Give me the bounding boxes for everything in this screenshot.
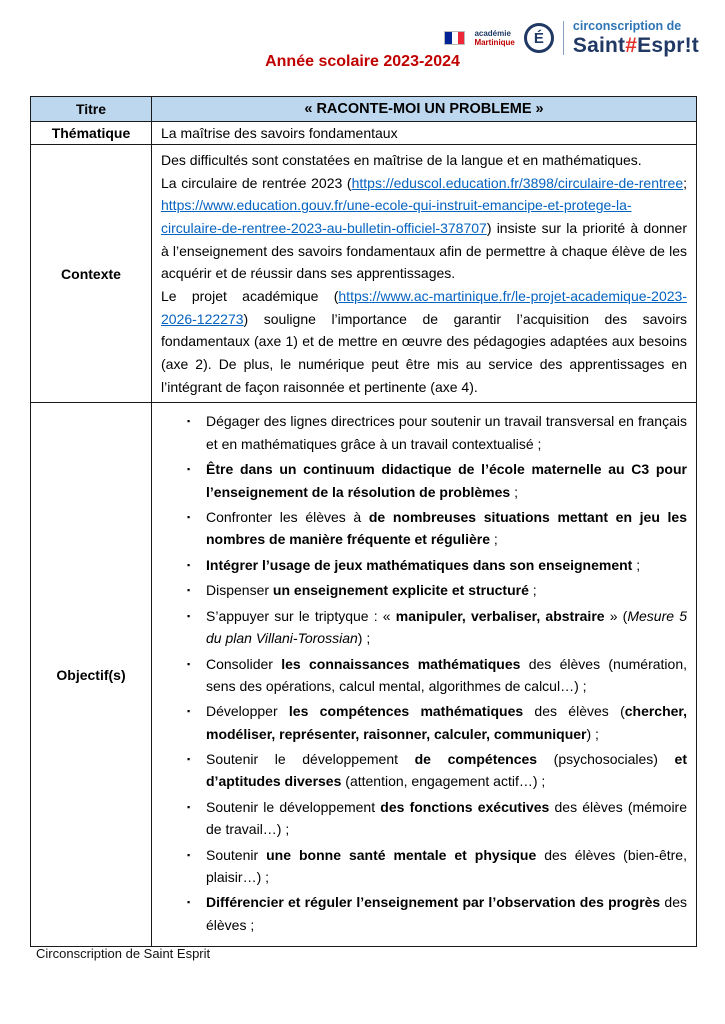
label-thematique: Thématique [31, 122, 152, 145]
table-row-objectifs [31, 403, 697, 947]
text-segment: ; [510, 483, 518, 500]
text-segment: Être dans un continuum didactique de l’école maternelle au C3 pour l’enseignement de la résolution de problèmes [206, 461, 687, 500]
objective-text [206, 554, 687, 577]
bullet-icon: ▪ [187, 610, 191, 621]
academie-emblem-icon: É [524, 23, 554, 53]
hyperlink[interactable]: https://www.education.gouv.fr/une-ecole-qui-instruit-emancipe-et-protege-la-circulaire-de-rentree-2023-au-bulletin-officiel-378707 [161, 197, 632, 237]
header-cell-titre: Titre [31, 97, 152, 122]
text-segment: » ( [604, 607, 628, 624]
header-logos [444, 20, 699, 57]
objective-text [206, 796, 687, 841]
bullet-icon: ▪ [187, 464, 191, 475]
label-objectifs: Objectif(s) [31, 403, 152, 947]
objective-text [206, 844, 687, 889]
objective-item [161, 700, 687, 745]
circo-name-part1: Saint [572, 33, 626, 57]
page-title: Année scolaire 2023-2024 [265, 53, 460, 70]
bullet-icon: ▪ [187, 585, 191, 596]
text-segment: Des difficultés sont constatées en maîtrise de la langue et en mathématiques. [161, 152, 642, 168]
text-segment: les connaissances mathématiques [281, 655, 521, 672]
text-segment: Consolider [206, 655, 282, 672]
text-segment: ) insiste sur la priorité à donner à l’enseignement des savoirs fondamentaux afin de permettre à chaque élève de les acquérir et de réussir dans ses apprentissages. [161, 220, 687, 282]
bullet-icon: ▪ [187, 801, 191, 812]
circonscription-logo [573, 20, 699, 57]
text-segment: de compétences [414, 751, 538, 768]
objective-text [206, 605, 687, 650]
objective-item [161, 748, 687, 793]
thematique-text: La maîtrise des savoirs fondamentaux [152, 122, 697, 145]
logo-divider [563, 21, 564, 55]
text-segment: La circulaire de rentrée 2023 ( [161, 174, 352, 191]
text-segment: (psychosociales) [537, 751, 675, 768]
text-segment: Intégrer l’usage de jeux mathématiques dans son enseignement [206, 556, 633, 573]
objective-text [206, 410, 687, 455]
objective-item [161, 506, 687, 551]
text-segment: S’appuyer sur le triptyque : « [206, 607, 396, 624]
text-segment: les compétences mathématiques [288, 703, 524, 720]
french-flag-icon [444, 31, 465, 45]
header-cell-document-title: « RACONTE-MOI UN PROBLEME » [152, 97, 697, 122]
bullet-icon: ▪ [187, 416, 191, 427]
text-segment: un enseignement explicite et structuré [272, 582, 529, 599]
bullet-icon: ▪ [187, 511, 191, 522]
table-row-contexte [31, 145, 697, 403]
objective-text [206, 579, 687, 602]
text-segment: une bonne santé mentale et physique [266, 846, 537, 863]
text-segment: ) ; [586, 725, 599, 742]
text-segment: Soutenir [206, 846, 267, 863]
text-segment: Dispenser [206, 582, 273, 599]
page-footer: Circonscription de Saint Esprit [36, 946, 211, 961]
text-segment: ) souligne l’importance de garantir l’acquisition des savoirs fondamentaux (axe 1) et de mettre en œuvre des pédagogies adaptées aux besoins (axe 2). De plus, le numérique peut être mis au service des apprentissages en l’intégrant de façon raisonnée et pertinente (axe 4). [161, 310, 687, 395]
bullet-icon: ▪ [187, 706, 191, 717]
bullet-icon: ▪ [187, 658, 191, 669]
text-segment: des fonctions exécutives [380, 798, 550, 815]
academie-logo-line1: académie [474, 28, 511, 38]
text-segment: ) ; [357, 630, 371, 647]
text-segment: ; [528, 582, 537, 599]
text-segment: et d’aptitudes diverses [206, 751, 687, 790]
text-segment: manipuler, verbaliser, abstraire [395, 607, 605, 624]
contexte-paragraph [161, 172, 687, 285]
hyperlink[interactable]: https://www.ac-martinique.fr/le-projet-academique-2023-2026-122273 [161, 288, 687, 327]
contexte-content [152, 145, 697, 403]
text-segment: Soutenir le développement [206, 798, 381, 815]
text-segment: ; [683, 174, 687, 191]
table-header-row [31, 97, 697, 122]
text-segment: Différencier et réguler l’enseignement par l’observation des progrès [206, 894, 661, 911]
text-segment: Soutenir le développement [206, 751, 415, 768]
text-segment: Le projet académique ( [161, 288, 339, 305]
objective-item [161, 844, 687, 889]
objective-text [206, 458, 687, 503]
text-segment: des élèves (mémoire de travail…) ; [206, 798, 687, 838]
text-segment: Dégager des lignes directrices pour soutenir un travail transversal en français et en mathématiques grâce à un travail contextualisé ; [206, 413, 687, 452]
objective-item [161, 653, 687, 698]
objectifs-content [152, 403, 697, 947]
objective-item [161, 605, 687, 650]
objective-text [206, 653, 687, 698]
academie-logo [474, 29, 514, 48]
circo-name-hash: # [625, 33, 638, 57]
text-segment: ; [489, 531, 498, 548]
objective-text [206, 891, 687, 936]
bullet-icon: ▪ [187, 849, 191, 860]
label-contexte: Contexte [31, 145, 152, 403]
text-segment: Confronter les élèves à [206, 508, 369, 525]
objective-text [206, 700, 687, 745]
hyperlink[interactable]: https://eduscol.education.fr/3898/circulaire-de-rentree [351, 174, 684, 191]
contexte-paragraph [161, 285, 687, 398]
objective-text [206, 506, 687, 551]
text-segment: ; [632, 556, 641, 573]
objective-item [161, 891, 687, 936]
text-segment: des élèves (numération, sens des opérations, calcul mental, algorithmes de calcul…) ; [206, 655, 687, 694]
objective-item [161, 458, 687, 503]
text-segment: des élèves ; [206, 894, 687, 933]
text-segment: des élèves (bien-être, plaisir…) ; [206, 846, 687, 886]
text-segment: des élèves ( [523, 703, 625, 720]
objective-item [161, 554, 687, 577]
table-row-thematique [31, 122, 697, 145]
bullet-icon: ▪ [187, 559, 191, 570]
objective-item [161, 796, 687, 841]
text-segment: de nombreuses situations mettant en jeu les nombres de manière fréquente et régulière [206, 508, 687, 548]
circonscription-logo-line1: circonscription de [572, 19, 682, 33]
circo-name-part2: Espr!t [637, 33, 699, 57]
objectives-list [161, 407, 687, 942]
text-segment: Mesure 5 du plan Villani-Torossian [206, 607, 687, 647]
text-segment: chercher, modéliser, représenter, raisonner, calculer, communiquer [206, 703, 687, 742]
academie-logo-line2: Martinique [474, 38, 515, 48]
objective-text [206, 748, 687, 793]
objective-item [161, 410, 687, 455]
text-segment: (attention, engagement actif…) ; [341, 773, 546, 790]
text-segment: Développer [206, 703, 289, 720]
bullet-icon: ▪ [187, 754, 191, 765]
bullet-icon: ▪ [187, 897, 191, 908]
contexte-paragraph [161, 149, 687, 172]
main-table [30, 96, 697, 947]
objective-item [161, 579, 687, 602]
